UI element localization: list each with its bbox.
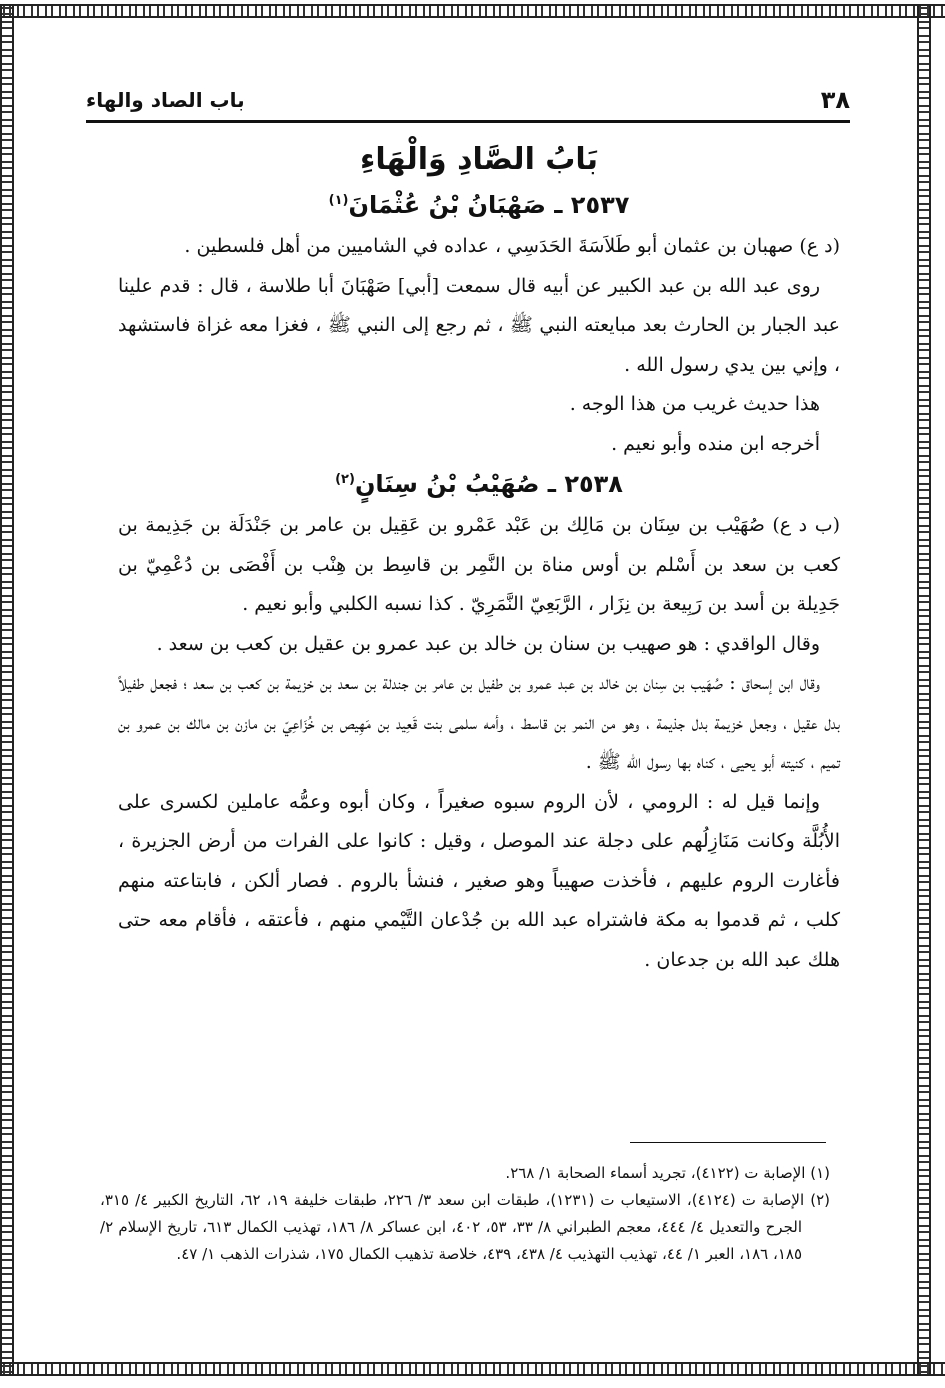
page-border-top xyxy=(0,4,945,18)
paragraph: (ب د ع) صُهَيْب بن سِنَان بن مَالِك بن عَبْد عَمْرو بن عَقِيل بن عامر بن جَنْدَلَة بن جَذِيمة بن كعب بن سعد بن أَسْلم بن أوس مناة بن النَّمِر بن قاسِط بن هِنْب بن أَفْصَى بن دُعْمِيّ بن جَدِيلة بن أسد بن رَبِيعة بن نِزَار ، الرَّبَعِيّ النَّمَرِيّ . كذا نسبه الكلبي وأبو نعيم . xyxy=(118,514,840,615)
entry-heading: ٢٥٣٨ ـ صُهَيْبُ بْنُ سِنَانٍ xyxy=(354,470,623,498)
page-number: ٣٨ xyxy=(820,86,850,114)
paragraph: وقال ابن إسحاق : صُهَيب بن سِنان بن خالد بن عبد عمرو بن طفيل بن عامر بن جندلة بن سعد بن خزيمة بن كعب بن سعد ؛ فجعل طفيلاً بدل عقيل ، وجعل خزيمة بدل جذيمة ، وهو من النمر بن قاسط ، وأمه سلمى بنت قَعِيد بن مَهِيص بن خُزَاعِيّ بن مازن بن مالك بن عمرو بن تميم ، كنيته أبو يحيى ، كناه بها رسول الله ﷺ . xyxy=(118,672,840,773)
paragraph: وقال الواقدي : هو صهيب بن سنان بن خالد بن عبد عمرو بن عقيل بن كعب بن سعد . xyxy=(156,632,820,655)
footnote: (٢) الإصابة ت (٤١٢٤)، الاستيعاب ت (١٢٣١)، طبقات ابن سعد ٣/ ٢٢٦، طبقات خليفة ١٩، ٦٢، التاريخ الكبير ٤/ ٣١٥، الجرح والتعديل ٤/ ٤٤٤، معجم الطبراني ٨/ ٣٣، ٥٣، ٤٠٢، ابن عساكر ٨/ ١٨٦، تهذيب الكمال ٦١٣، تاريخ الإسلام ٢/ ١٨٥، ١٨٦، العبر ١/ ٤٤، تهذيب التهذيب ٤/ ٤٣٨، ٤٣٩، خلاصة تذهيب الكمال ١٧٥، شذرات الذهب ١/ ٤٧. xyxy=(100,1191,830,1263)
footnotes xyxy=(100,1160,830,1268)
entry-title xyxy=(118,470,840,498)
running-title: باب الصاد والهاء xyxy=(86,88,245,112)
paragraph: روى عبد الله بن عبد الكبير عن أبيه قال سمعت [أبي] صَهْبَانَ أبا طلاسة ، قال : قدم علينا عبد الجبار بن الحارث بعد مبايعته النبي ﷺ ، ثم رجع إلى النبي ﷺ ، فغزا معه غزاة فاستشهد ، وإني بين يدي رسول الله . xyxy=(118,274,840,376)
page-border-right xyxy=(917,4,931,1376)
paragraph: هذا حديث غريب من هذا الوجه . xyxy=(569,393,820,415)
entry-heading: ٢٥٣٧ ـ صَهْبَانُ بْنُ عُثْمَانَ xyxy=(348,191,630,219)
paragraph: (د ع) صهبان بن عثمان أبو طَلاَسَةَ الحَدَسِي ، عداده في الشاميين من أهل فلسطين . xyxy=(184,235,840,257)
page-border-left xyxy=(0,4,14,1376)
entry-title xyxy=(118,191,840,219)
footnote-marker: (١) xyxy=(328,193,349,208)
chapter-title: بَابُ الصَّادِ وَالْهَاءِ xyxy=(360,142,598,177)
running-header xyxy=(86,86,850,123)
footnote: (١) الإصابة ت (٤١٢٢)، تجريد أسماء الصحابة ١/ ٢٦٨. xyxy=(505,1164,830,1182)
page-border-bottom xyxy=(0,1362,945,1376)
footnote-separator xyxy=(630,1142,826,1143)
footnote-marker: (٢) xyxy=(335,472,355,487)
paragraph: أخرجه ابن منده وأبو نعيم . xyxy=(611,432,820,455)
paragraph: وإنما قيل له : الرومي ، لأن الروم سبوه صغيراً ، وكان أبوه وعمُّه عاملين لكسرى على الأُبُلَّة وكانت مَنَازِلُهم على دجلة عند الموصل ، وقيل : كانوا على الفرات من أرض الجزيرة ، فأغارت الروم عليهم ، فأخذت صهيباً وهو صغير ، فنشأ بالروم . فصار ألكن ، فابتاعته منهم كلب ، ثم قدموا به مكة فاشتراه عبد الله بن جُدْعان التَّيْمي منهم ، فأعتقه ، فأقام معه حتى هلك عبد الله بن جدعان . xyxy=(118,790,840,971)
page-body xyxy=(118,130,840,980)
